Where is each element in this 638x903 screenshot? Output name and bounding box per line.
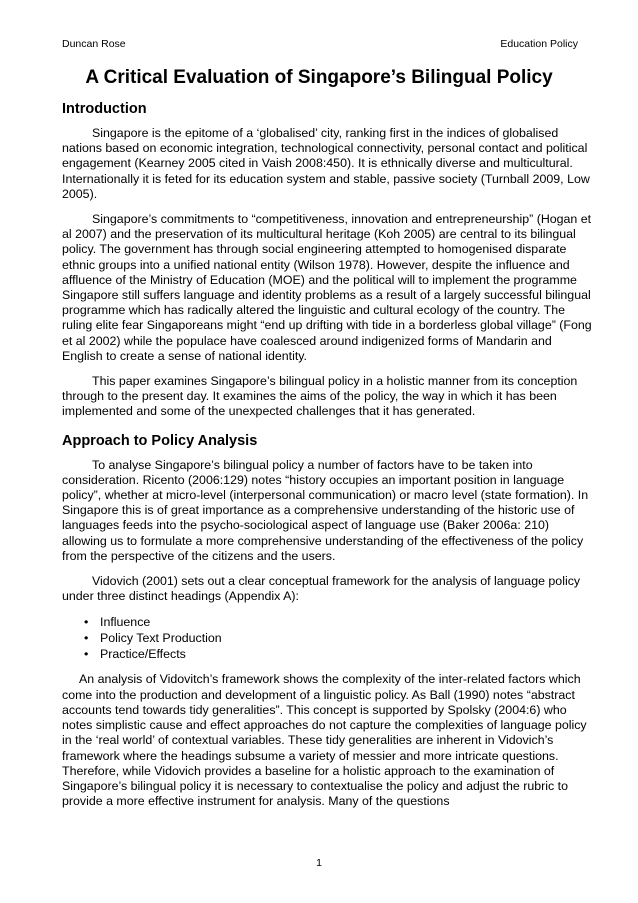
header-author: Duncan Rose	[62, 38, 126, 50]
list-item: • Policy Text Production	[84, 630, 594, 646]
section-heading-approach: Approach to Policy Analysis	[62, 432, 258, 449]
paragraph: This paper examines Singapore’s bilingual policy in a holistic manner from its conception through to the present day. It examines the aims of the policy, the way in which it has been implemented and some of the unexpected challenges that it has generated.	[62, 374, 578, 419]
framework-list	[62, 614, 594, 662]
list-item: • Practice/Effects	[84, 646, 594, 662]
section-heading-introduction: Introduction	[62, 101, 147, 117]
list-item: • Influence	[84, 614, 594, 630]
paragraph: To analyse Singapore’s bilingual policy a number of factors have to be taken into consideration. Ricento (2006:129) notes “history occupies an important position in language policy”, whether at micro-level (interpersonal communication) or macro level (state formation). In Singapore this is of great importance as a comprehensive understanding of the historic use of languages feeds into the psycho-sociological aspect of language use (Baker 2006a: 210) allowing us to formulate a more comprehensive understanding of the effectiveness of the policy from the perspective of the citizens and the users.	[62, 457, 589, 563]
document-body	[62, 100, 594, 819]
paragraph: Singapore’s commitments to “competitiveness, innovation and entrepreneurship” (Hogan et al 2007) and the preservation of its multicultural heritage (Koh 2005) are central to its bilingual policy. The government has through social engineering attempted to homogenised disparate ethnic groups into a unified national entity (Wilson 1978). However, despite the influence and affluence of the Ministry of Education (MOE) and the political will to implement the programme Singapore still suffers language and identity problems as a result of a largely successful bilingual programme which has radically altered the linguistic and cultural ecology of the country. The ruling elite fear Singaporeans might “end up drifting with tide in a borderless global village” (Fong et al 2002) while the populace have coalesced around indigenized forms of Mandarin and English to create a sense of national identity.	[62, 212, 592, 363]
header-course: Education Policy	[500, 38, 578, 50]
document-title: A Critical Evaluation of Singapore’s Bilingual Policy	[85, 67, 553, 88]
paragraph: An analysis of Vidovitch’s framework shows the complexity of the inter-related factors which come into the production and development of a linguistic policy. As Ball (1990) notes “abstract accounts tend towards tidy generalities”. This concept is supported by Spolsky (2004:6) who notes simplistic cause and effect approaches do not capture the complexities of language policy in the ‘real world’ of contextual variables. These tidy generalities are inherent in Vidovich’s framework where the headings subsume a variety of messier and more intricate questions. Therefore, while Vidovich provides a baseline for a holistic approach to the examination of Singapore’s bilingual policy it is necessary to contextualise the policy and adjust the rubric to provide a more effective instrument for analysis. Many of the questions	[62, 672, 587, 809]
page-number: 1	[316, 857, 322, 869]
paragraph: Vidovich (2001) sets out a clear conceptual framework for the analysis of language policy under three distinct headings (Appendix A):	[62, 574, 581, 604]
running-header	[62, 38, 578, 50]
paragraph: Singapore is the epitome of a ‘globalised’ city, ranking first in the indices of globalised nations based on economic integration, technological connectivity, personal contact and political engagement (Kearney 2005 cited in Vaish 2008:450). It is ethnically diverse and multicultural. Internationally it is feted for its education system and stable, passive society (Turnball 2009, Low 2005).	[62, 126, 590, 201]
